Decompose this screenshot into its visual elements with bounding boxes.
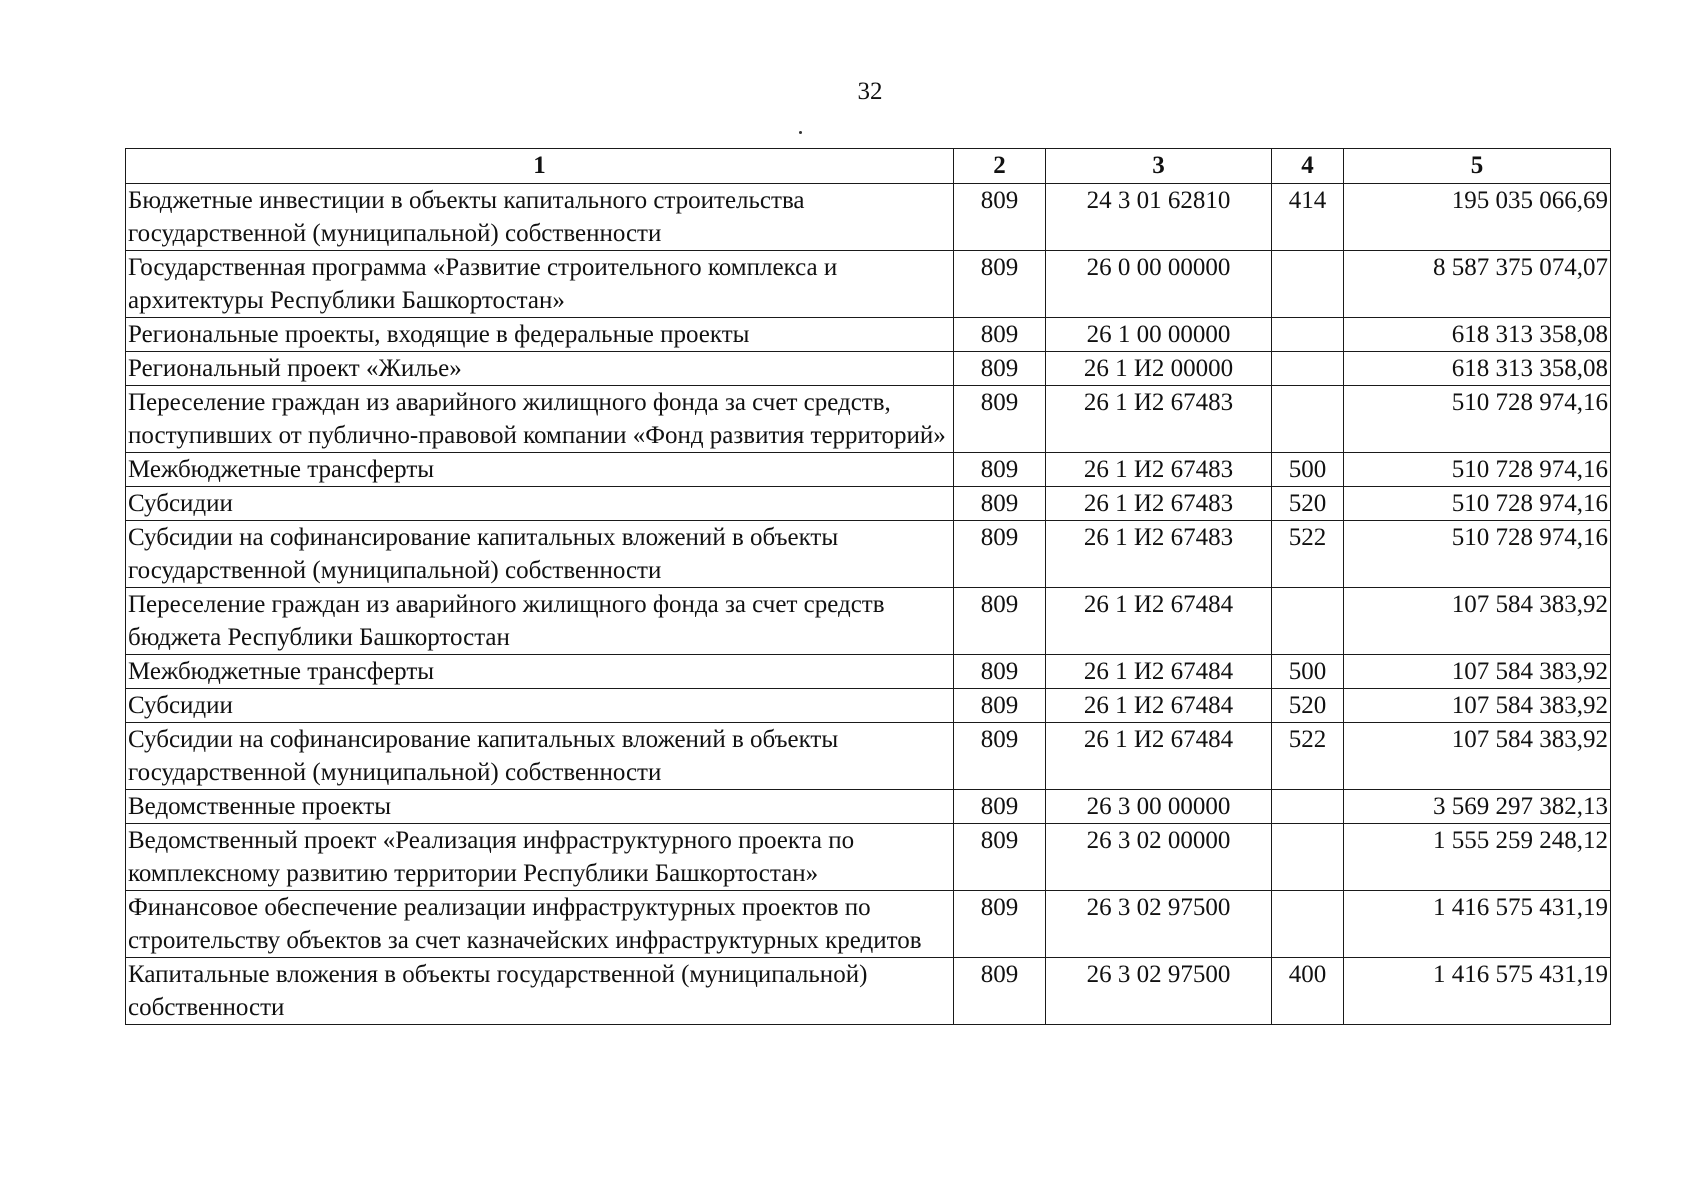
row-department-code: 809	[954, 790, 1046, 824]
row-target-article: 26 1 И2 67484	[1046, 723, 1272, 790]
row-expense-type: 500	[1272, 453, 1344, 487]
row-description: Субсидии	[126, 689, 954, 723]
row-department-code: 809	[954, 521, 1046, 588]
row-expense-type	[1272, 386, 1344, 453]
table-row	[126, 588, 1611, 655]
row-department-code: 809	[954, 251, 1046, 318]
row-description: Капитальные вложения в объекты государственной (муниципальной) собственности	[126, 958, 954, 1025]
row-expense-type: 520	[1272, 487, 1344, 521]
row-description: Межбюджетные трансферты	[126, 453, 954, 487]
row-expense-type: 500	[1272, 655, 1344, 689]
table-row	[126, 487, 1611, 521]
table-row	[126, 251, 1611, 318]
row-amount: 1 416 575 431,19	[1344, 891, 1611, 958]
row-amount: 3 569 297 382,13	[1344, 790, 1611, 824]
row-description: Межбюджетные трансферты	[126, 655, 954, 689]
row-department-code: 809	[954, 352, 1046, 386]
row-expense-type: 522	[1272, 521, 1344, 588]
header-col-5: 5	[1344, 149, 1611, 184]
row-expense-type	[1272, 790, 1344, 824]
row-amount: 107 584 383,92	[1344, 723, 1611, 790]
row-expense-type	[1272, 318, 1344, 352]
row-amount: 107 584 383,92	[1344, 655, 1611, 689]
row-target-article: 26 1 И2 00000	[1046, 352, 1272, 386]
table-header-row	[126, 149, 1611, 184]
row-amount: 510 728 974,16	[1344, 521, 1611, 588]
row-description: Субсидии на софинансирование капитальных вложений в объекты государственной (муниципальной) собственности	[126, 723, 954, 790]
table-row	[126, 723, 1611, 790]
row-target-article: 26 1 00 00000	[1046, 318, 1272, 352]
row-description: Региональные проекты, входящие в федеральные проекты	[126, 318, 954, 352]
row-target-article: 26 1 И2 67484	[1046, 588, 1272, 655]
header-col-3: 3	[1046, 149, 1272, 184]
row-amount: 510 728 974,16	[1344, 453, 1611, 487]
row-description: Переселение граждан из аварийного жилищного фонда за счет средств, поступивших от публично-правовой компании «Фонд развития территорий»	[126, 386, 954, 453]
row-department-code: 809	[954, 655, 1046, 689]
row-expense-type: 400	[1272, 958, 1344, 1025]
table-row	[126, 386, 1611, 453]
row-description: Ведомственный проект «Реализация инфраструктурного проекта по комплексному развитию территории Республики Башкортостан»	[126, 824, 954, 891]
row-description: Государственная программа «Развитие строительного комплекса и архитектуры Республики Башкортостан»	[126, 251, 954, 318]
row-department-code: 809	[954, 318, 1046, 352]
row-amount: 1 555 259 248,12	[1344, 824, 1611, 891]
table-row	[126, 318, 1611, 352]
row-target-article: 26 1 И2 67483	[1046, 521, 1272, 588]
row-department-code: 809	[954, 487, 1046, 521]
table-row	[126, 184, 1611, 251]
row-target-article: 26 3 02 97500	[1046, 891, 1272, 958]
page-number: 32	[857, 78, 883, 105]
row-expense-type	[1272, 891, 1344, 958]
row-expense-type	[1272, 824, 1344, 891]
row-expense-type	[1272, 352, 1344, 386]
table-row	[126, 790, 1611, 824]
row-target-article: 26 1 И2 67483	[1046, 386, 1272, 453]
row-target-article: 26 3 00 00000	[1046, 790, 1272, 824]
row-amount: 107 584 383,92	[1344, 689, 1611, 723]
row-amount: 618 313 358,08	[1344, 352, 1611, 386]
table-row	[126, 689, 1611, 723]
row-expense-type: 414	[1272, 184, 1344, 251]
header-col-2: 2	[954, 149, 1046, 184]
row-description: Региональный проект «Жилье»	[126, 352, 954, 386]
row-amount: 510 728 974,16	[1344, 386, 1611, 453]
row-target-article: 26 0 00 00000	[1046, 251, 1272, 318]
row-amount: 195 035 066,69	[1344, 184, 1611, 251]
row-department-code: 809	[954, 184, 1046, 251]
row-department-code: 809	[954, 386, 1046, 453]
row-expense-type	[1272, 588, 1344, 655]
row-target-article: 24 3 01 62810	[1046, 184, 1272, 251]
row-amount: 510 728 974,16	[1344, 487, 1611, 521]
table-row	[126, 655, 1611, 689]
row-department-code: 809	[954, 588, 1046, 655]
row-description: Переселение граждан из аварийного жилищного фонда за счет средств бюджета Республики Башкортостан	[126, 588, 954, 655]
row-target-article: 26 3 02 97500	[1046, 958, 1272, 1025]
row-description: Субсидии	[126, 487, 954, 521]
row-expense-type: 522	[1272, 723, 1344, 790]
row-expense-type: 520	[1272, 689, 1344, 723]
row-amount: 1 416 575 431,19	[1344, 958, 1611, 1025]
row-target-article: 26 1 И2 67484	[1046, 689, 1272, 723]
row-description: Финансовое обеспечение реализации инфраструктурных проектов по строительству объектов за счет казначейских инфраструктурных кредитов	[126, 891, 954, 958]
row-target-article: 26 1 И2 67483	[1046, 453, 1272, 487]
table-row	[126, 824, 1611, 891]
row-description: Субсидии на софинансирование капитальных вложений в объекты государственной (муниципальной) собственности	[126, 521, 954, 588]
table-row	[126, 891, 1611, 958]
row-amount: 107 584 383,92	[1344, 588, 1611, 655]
row-department-code: 809	[954, 824, 1046, 891]
table-row	[126, 352, 1611, 386]
row-department-code: 809	[954, 958, 1046, 1025]
header-col-1: 1	[126, 149, 954, 184]
table-row	[126, 958, 1611, 1025]
table-row	[126, 453, 1611, 487]
row-target-article: 26 3 02 00000	[1046, 824, 1272, 891]
row-description: Бюджетные инвестиции в объекты капитального строительства государственной (муниципальной) собственности	[126, 184, 954, 251]
header-col-4: 4	[1272, 149, 1344, 184]
row-target-article: 26 1 И2 67483	[1046, 487, 1272, 521]
budget-table	[125, 148, 1611, 1025]
row-expense-type	[1272, 251, 1344, 318]
row-department-code: 809	[954, 689, 1046, 723]
row-department-code: 809	[954, 723, 1046, 790]
row-department-code: 809	[954, 453, 1046, 487]
row-target-article: 26 1 И2 67484	[1046, 655, 1272, 689]
row-department-code: 809	[954, 891, 1046, 958]
row-amount: 8 587 375 074,07	[1344, 251, 1611, 318]
table-row	[126, 521, 1611, 588]
row-description: Ведомственные проекты	[126, 790, 954, 824]
scan-dot	[799, 131, 802, 134]
row-amount: 618 313 358,08	[1344, 318, 1611, 352]
